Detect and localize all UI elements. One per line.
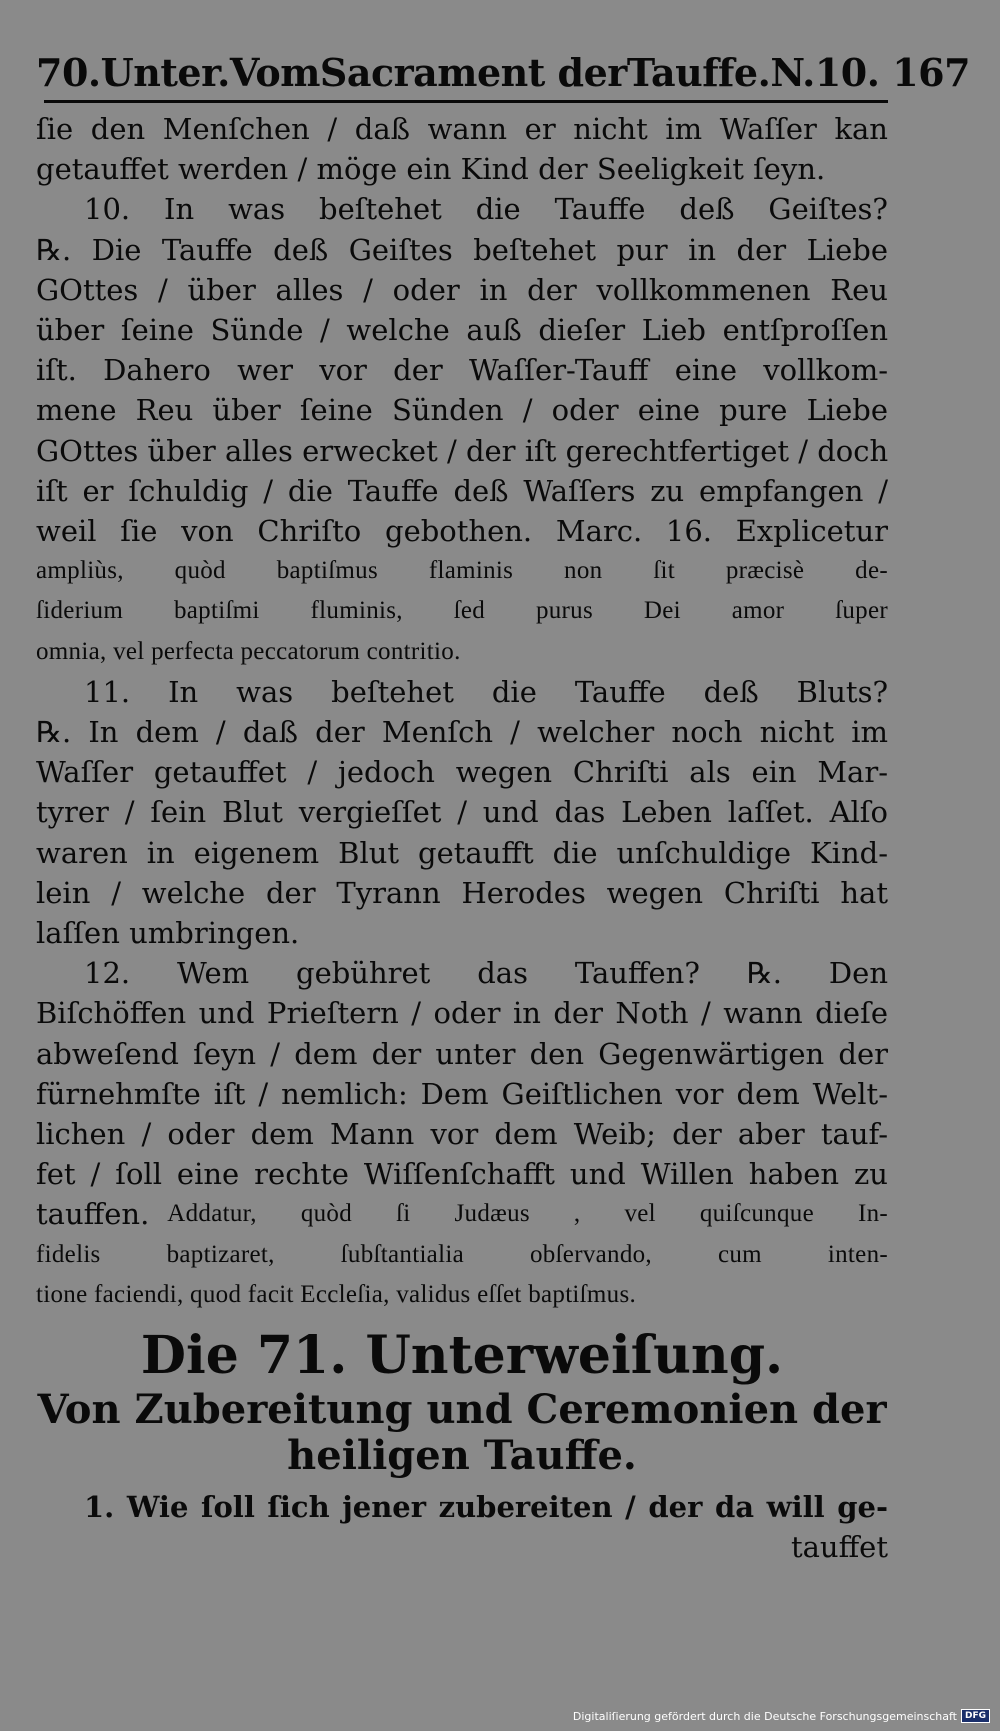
text-line: GOttes über alles erwecket / der iſt gerechtfertiget / doch	[36, 433, 889, 468]
latin-line: ſiderium baptiſmi fluminis, ſed purus Dei amor ſuper	[36, 597, 888, 625]
text-line: ℞. In dem / daß der Menſch / welcher noch nicht im	[36, 715, 888, 750]
text-line: lein / welche der Tyrann Herodes wegen Chriſti hat	[36, 875, 888, 910]
question-heading: 12. Wem gebühret das Tauffen? ℞. Den	[84, 956, 888, 991]
text-line: iſt er ſchuldig / die Tauffe deß Waſſers zu empfangen /	[36, 473, 888, 508]
section-subtitle: heiligen Tauffe.	[287, 1432, 637, 1480]
question-12	[36, 953, 888, 1315]
latin-line: tione faciendi, quod facit Eccleſia, validus eſſet baptiſmus.	[36, 1280, 637, 1308]
text-line: iſt. Dahero wer vor der Waſſer-Tauff eine vollkom-	[36, 353, 888, 388]
text-line: tyrer / ſein Blut vergieſſet / und das Leben laſſet. Alſo	[36, 795, 888, 830]
credit-text: Digitaliſierung gefördert durch die Deutsche Forschungsgemeinschaft	[572, 1709, 957, 1723]
text-line	[36, 1194, 888, 1234]
paragraph-continuation	[36, 109, 888, 189]
digitization-credit	[573, 1709, 990, 1723]
question-heading: 1. Wie ſoll ſich jener zubereiten / der da will ge-	[84, 1490, 888, 1525]
text-line: getauffet werden / möge ein Kind der Seeligkeit ſeyn.	[36, 152, 826, 187]
text-line: mene Reu über ſeine Sünden / oder eine pure Liebe	[36, 393, 888, 428]
text-line: Waſſer getauffet / jedoch wegen Chriſti als ein Mar-	[36, 755, 888, 790]
text-line: GOttes / über alles / oder in der vollkommenen Reu	[36, 272, 888, 307]
running-header: 70.Unter.VomSacrament derTauffe.N.10. 167	[36, 50, 971, 95]
scanned-page	[36, 50, 971, 1568]
text-line: laſſen umbringen.	[36, 916, 300, 951]
text-line: fet / ſoll eine rechte Wiſſenſchafft und Willen haben zu	[36, 1157, 888, 1192]
header-rule	[44, 100, 888, 103]
question-11	[36, 672, 888, 953]
text-line: fürnehmſte iſt / nemlich: Dem Geiſtlichen vor dem Welt-	[36, 1076, 888, 1111]
text-line: abweſend ſeyn / dem der unter den Gegenwärtigen der	[36, 1036, 888, 1071]
text-line: ℞. Die Tauffe deß Geiſtes beſtehet pur in der Liebe	[36, 232, 888, 267]
latin-line: ampliùs, quòd baptiſmus flaminis non ſit præcisè de-	[36, 557, 888, 585]
text-line: weil ſie von Chriſto gebothen. Marc. 16. Explicetur	[36, 514, 888, 549]
section-subtitle: Von Zubereitung und Ceremonien der	[37, 1386, 887, 1434]
text-line: waren in eigenem Blut getaufft die unſchuldige Kind-	[36, 835, 888, 870]
latin-line: omnia, vel perfecta peccatorum contritio.	[36, 637, 461, 665]
question-10	[36, 189, 888, 671]
text-line: Biſchöffen und Prieſtern / oder in der Noth / wann dieſe	[36, 996, 888, 1031]
text-fragment: tauffen.	[36, 1197, 150, 1232]
text-line: lichen / oder dem Mann vor dem Weib; der aber tauf-	[36, 1117, 888, 1152]
catchword: tauffet	[790, 1530, 888, 1565]
question-heading: 10. In was beſtehet die Tauffe deß Geiſtes?	[84, 192, 888, 227]
latin-line: fidelis baptizaret, ſubſtantialia obſervando, cum inten-	[36, 1240, 888, 1268]
question-1	[36, 1487, 888, 1567]
text-line: über ſeine Sünde / welche auß dieſer Lieb entſproſſen	[36, 313, 888, 348]
latin-fragment: Addatur, quòd ſi Judæus , vel quiſcunque In-	[167, 1200, 888, 1228]
dfg-logo: DFG	[961, 1709, 990, 1723]
question-heading: 11. In was beſtehet die Tauffe deß Bluts?	[84, 674, 888, 709]
text-line: ſie den Menſchen / daß wann er nicht im Waſſer kan	[36, 112, 888, 146]
section-title: Die 71. Unterweiſung.	[140, 1325, 784, 1387]
